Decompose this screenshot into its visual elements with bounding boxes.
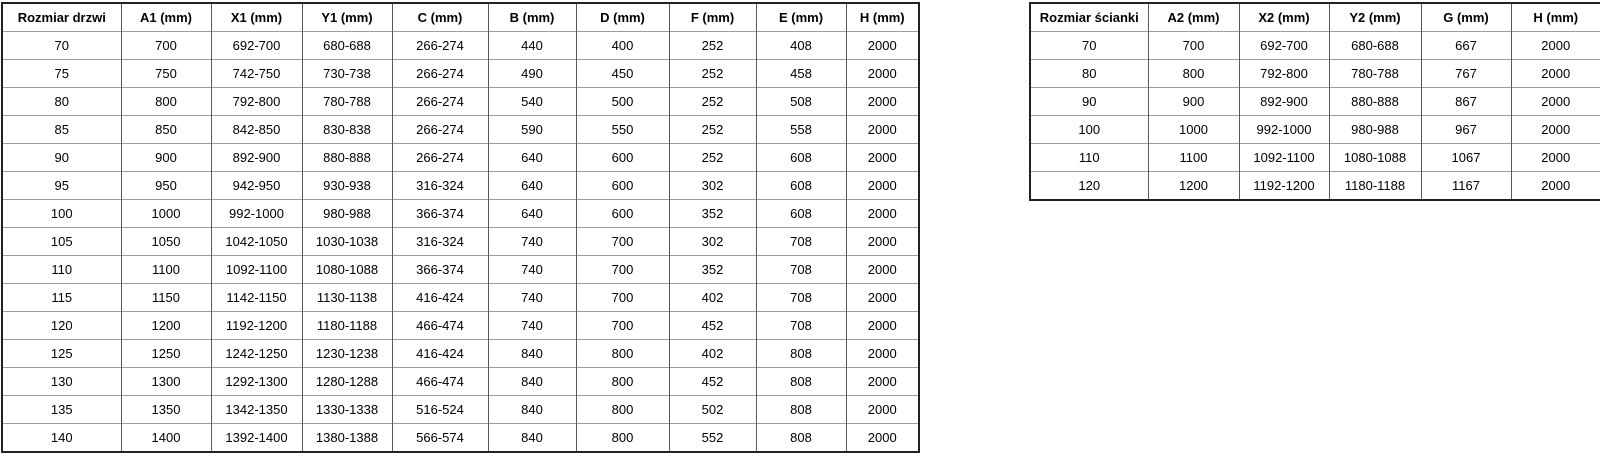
table-cell: 1150 [121,284,211,312]
table-cell: 2000 [1511,88,1600,116]
table-cell: 892-900 [1239,88,1329,116]
column-header: D (mm) [576,3,669,32]
table-cell: 992-1000 [1239,116,1329,144]
table-cell: 85 [2,116,121,144]
table-cell: 1330-1338 [302,396,392,424]
column-header: H (mm) [846,3,919,32]
table-row [2,368,919,396]
table-row [2,284,919,312]
table-cell: 708 [756,228,846,256]
column-header: X2 (mm) [1239,3,1329,32]
table-row [2,396,919,424]
table-cell: 1400 [121,424,211,453]
table-cell: 502 [669,396,756,424]
table-cell: 740 [488,284,576,312]
table-cell: 1067 [1421,144,1511,172]
table-cell: 740 [488,228,576,256]
table-cell: 110 [2,256,121,284]
table-cell: 80 [2,88,121,116]
table-row [2,312,919,340]
table-cell: 416-424 [392,340,488,368]
table-row [2,340,919,368]
table-cell: 1342-1350 [211,396,302,424]
table-cell: 2000 [846,396,919,424]
table-cell: 90 [1030,88,1148,116]
table-cell: 1250 [121,340,211,368]
table-cell: 1100 [121,256,211,284]
table-cell: 967 [1421,116,1511,144]
table-row [1030,116,1600,144]
table-cell: 700 [121,32,211,60]
table-cell: 2000 [846,424,919,453]
table-cell: 125 [2,340,121,368]
table-cell: 1080-1088 [302,256,392,284]
column-header: Rozmiar ścianki [1030,3,1148,32]
table-cell: 540 [488,88,576,116]
table-cell: 402 [669,340,756,368]
table-cell: 2000 [846,116,919,144]
table-cell: 70 [2,32,121,60]
table-cell: 2000 [846,228,919,256]
table-cell: 2000 [846,312,919,340]
table-cell: 840 [488,340,576,368]
table-cell: 95 [2,172,121,200]
table-cell: 1230-1238 [302,340,392,368]
table-cell: 400 [576,32,669,60]
table-cell: 266-274 [392,32,488,60]
table-cell: 252 [669,144,756,172]
table-cell: 135 [2,396,121,424]
table-cell: 608 [756,200,846,228]
table-cell: 1192-1200 [211,312,302,340]
table-cell: 640 [488,144,576,172]
table-cell: 680-688 [1329,32,1421,60]
column-header: Y2 (mm) [1329,3,1421,32]
table-cell: 490 [488,60,576,88]
table-row [2,116,919,144]
table-cell: 930-938 [302,172,392,200]
table-cell: 830-838 [302,116,392,144]
table-cell: 2000 [1511,116,1600,144]
table-cell: 558 [756,116,846,144]
table-cell: 2000 [1511,32,1600,60]
table-cell: 808 [756,396,846,424]
table-cell: 840 [488,368,576,396]
column-header: Y1 (mm) [302,3,392,32]
wall-table-body [1030,32,1600,201]
table-cell: 90 [2,144,121,172]
table-cell: 1242-1250 [211,340,302,368]
table-cell: 640 [488,200,576,228]
table-row [2,424,919,453]
column-header: A2 (mm) [1148,3,1239,32]
table-cell: 458 [756,60,846,88]
table-cell: 792-800 [1239,60,1329,88]
table-cell: 900 [1148,88,1239,116]
table-cell: 900 [121,144,211,172]
table-cell: 800 [576,340,669,368]
table-cell: 105 [2,228,121,256]
table-cell: 130 [2,368,121,396]
table-cell: 140 [2,424,121,453]
table-cell: 120 [2,312,121,340]
column-header: B (mm) [488,3,576,32]
table-cell: 120 [1030,172,1148,201]
table-row [1030,88,1600,116]
table-cell: 366-374 [392,200,488,228]
table-cell: 100 [1030,116,1148,144]
table-cell: 352 [669,256,756,284]
column-header: F (mm) [669,3,756,32]
table-cell: 1050 [121,228,211,256]
table-cell: 1000 [1148,116,1239,144]
table-cell: 266-274 [392,144,488,172]
table-cell: 252 [669,60,756,88]
table-cell: 550 [576,116,669,144]
table-cell: 252 [669,32,756,60]
table-cell: 316-324 [392,172,488,200]
door-table-header-row [2,3,919,32]
table-row [2,228,919,256]
table-cell: 600 [576,172,669,200]
table-cell: 466-474 [392,368,488,396]
table-cell: 950 [121,172,211,200]
column-header: H (mm) [1511,3,1600,32]
table-row [2,32,919,60]
table-cell: 316-324 [392,228,488,256]
table-row [2,256,919,284]
table-cell: 2000 [846,172,919,200]
table-cell: 667 [1421,32,1511,60]
table-cell: 840 [488,396,576,424]
table-cell: 980-988 [1329,116,1421,144]
column-header: E (mm) [756,3,846,32]
table-row [2,200,919,228]
wall-panel-sizes-table [1029,2,1600,201]
table-row [1030,60,1600,88]
table-cell: 700 [1148,32,1239,60]
table-cell: 1000 [121,200,211,228]
table-row [2,60,919,88]
table-cell: 842-850 [211,116,302,144]
door-table-body [2,32,919,453]
table-cell: 2000 [846,368,919,396]
table-cell: 608 [756,144,846,172]
table-cell: 402 [669,284,756,312]
column-header: Rozmiar drzwi [2,3,121,32]
table-cell: 640 [488,172,576,200]
table-cell: 740 [488,256,576,284]
table-cell: 800 [121,88,211,116]
table-cell: 302 [669,172,756,200]
table-cell: 1142-1150 [211,284,302,312]
table-cell: 1392-1400 [211,424,302,453]
table-cell: 840 [488,424,576,453]
table-cell: 1167 [1421,172,1511,201]
table-cell: 1350 [121,396,211,424]
table-cell: 100 [2,200,121,228]
table-cell: 110 [1030,144,1148,172]
table-cell: 692-700 [1239,32,1329,60]
table-row [1030,32,1600,60]
table-cell: 700 [576,312,669,340]
table-cell: 440 [488,32,576,60]
table-cell: 1100 [1148,144,1239,172]
table-cell: 2000 [1511,144,1600,172]
table-cell: 408 [756,32,846,60]
table-cell: 266-274 [392,116,488,144]
table-cell: 708 [756,284,846,312]
table-row [1030,144,1600,172]
table-row [1030,172,1600,201]
table-cell: 508 [756,88,846,116]
table-cell: 252 [669,116,756,144]
table-cell: 680-688 [302,32,392,60]
table-cell: 1200 [121,312,211,340]
column-header: C (mm) [392,3,488,32]
table-cell: 590 [488,116,576,144]
table-cell: 75 [2,60,121,88]
table-cell: 450 [576,60,669,88]
table-cell: 692-700 [211,32,302,60]
table-cell: 2000 [1511,172,1600,201]
table-cell: 302 [669,228,756,256]
table-cell: 266-274 [392,88,488,116]
table-cell: 252 [669,88,756,116]
table-cell: 1292-1300 [211,368,302,396]
table-cell: 466-474 [392,312,488,340]
table-cell: 552 [669,424,756,453]
table-cell: 2000 [846,200,919,228]
table-cell: 792-800 [211,88,302,116]
table-cell: 1080-1088 [1329,144,1421,172]
table-cell: 767 [1421,60,1511,88]
table-cell: 608 [756,172,846,200]
table-cell: 992-1000 [211,200,302,228]
column-header: G (mm) [1421,3,1511,32]
table-cell: 780-788 [1329,60,1421,88]
table-cell: 2000 [846,60,919,88]
table-cell: 266-274 [392,60,488,88]
table-cell: 600 [576,144,669,172]
door-sizes-table [1,2,920,453]
table-cell: 800 [1148,60,1239,88]
table-row [2,144,919,172]
table-cell: 1042-1050 [211,228,302,256]
table-cell: 880-888 [1329,88,1421,116]
table-cell: 70 [1030,32,1148,60]
table-cell: 740 [488,312,576,340]
table-cell: 942-950 [211,172,302,200]
table-cell: 416-424 [392,284,488,312]
table-cell: 730-738 [302,60,392,88]
table-cell: 2000 [846,88,919,116]
table-cell: 1092-1100 [1239,144,1329,172]
table-cell: 1380-1388 [302,424,392,453]
table-cell: 115 [2,284,121,312]
table-cell: 700 [576,284,669,312]
table-cell: 892-900 [211,144,302,172]
table-cell: 1280-1288 [302,368,392,396]
table-cell: 708 [756,256,846,284]
table-cell: 1192-1200 [1239,172,1329,201]
table-cell: 1092-1100 [211,256,302,284]
column-header: X1 (mm) [211,3,302,32]
table-cell: 1030-1038 [302,228,392,256]
table-cell: 600 [576,200,669,228]
table-cell: 2000 [846,32,919,60]
table-cell: 1180-1188 [302,312,392,340]
table-cell: 452 [669,312,756,340]
column-header: A1 (mm) [121,3,211,32]
table-cell: 80 [1030,60,1148,88]
table-cell: 2000 [1511,60,1600,88]
table-cell: 850 [121,116,211,144]
table-cell: 880-888 [302,144,392,172]
table-cell: 808 [756,424,846,453]
table-cell: 867 [1421,88,1511,116]
table-cell: 800 [576,368,669,396]
table-cell: 452 [669,368,756,396]
table-cell: 352 [669,200,756,228]
table-cell: 366-374 [392,256,488,284]
table-cell: 1300 [121,368,211,396]
wall-table-header-row [1030,3,1600,32]
table-cell: 808 [756,340,846,368]
table-cell: 566-574 [392,424,488,453]
table-cell: 708 [756,312,846,340]
table-cell: 808 [756,368,846,396]
table-cell: 700 [576,228,669,256]
table-cell: 2000 [846,340,919,368]
table-cell: 1180-1188 [1329,172,1421,201]
table-cell: 780-788 [302,88,392,116]
table-row [2,88,919,116]
table-cell: 742-750 [211,60,302,88]
table-cell: 800 [576,396,669,424]
table-cell: 980-988 [302,200,392,228]
table-cell: 750 [121,60,211,88]
table-cell: 2000 [846,284,919,312]
table-cell: 700 [576,256,669,284]
table-cell: 1200 [1148,172,1239,201]
table-cell: 2000 [846,256,919,284]
table-cell: 2000 [846,144,919,172]
table-cell: 800 [576,424,669,453]
table-cell: 500 [576,88,669,116]
table-row [2,172,919,200]
table-cell: 516-524 [392,396,488,424]
table-cell: 1130-1138 [302,284,392,312]
